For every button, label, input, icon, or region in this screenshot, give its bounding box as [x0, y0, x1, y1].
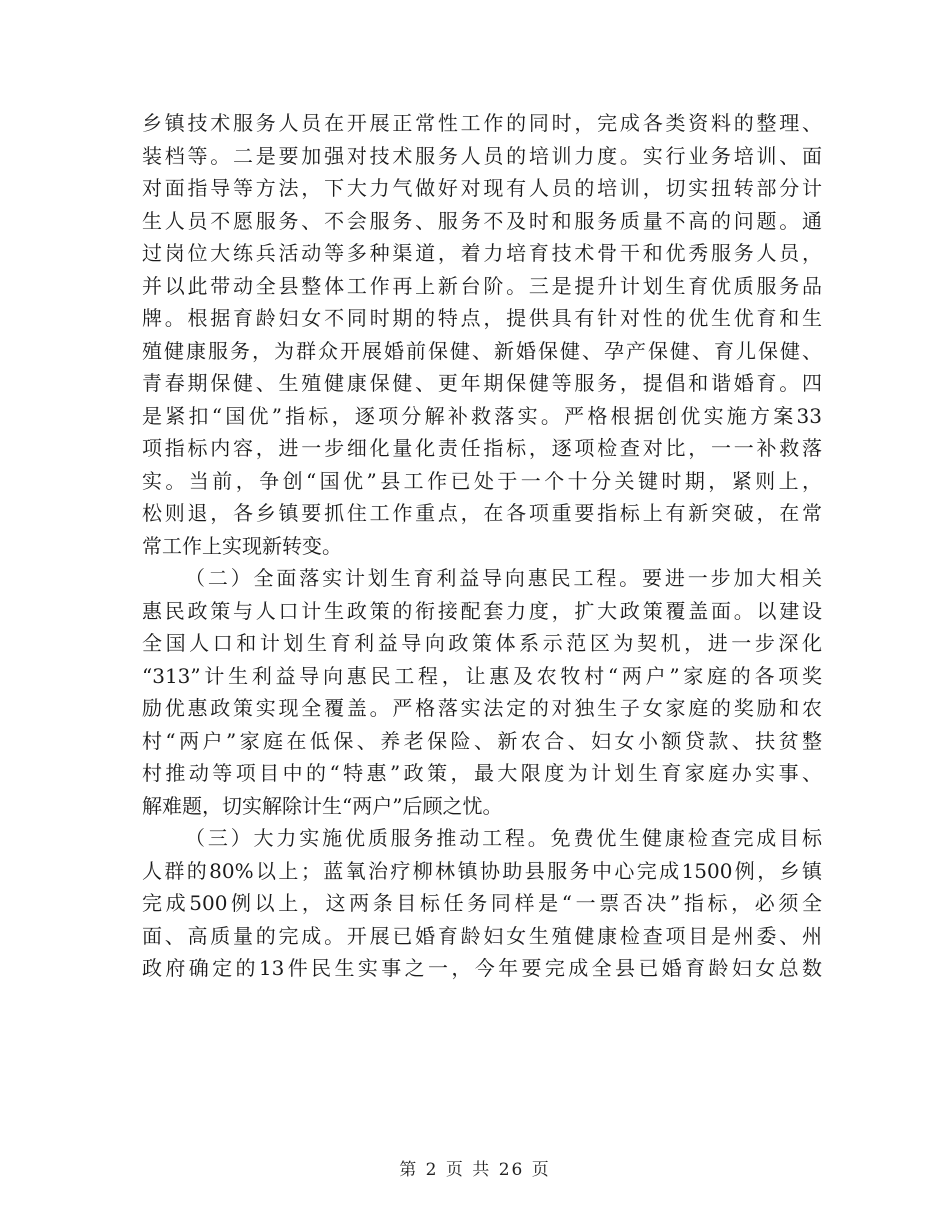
page-number-footer: 第 2 页 共 26 页 — [399, 1160, 551, 1180]
text-line: 村“两户”家庭在低保、养老保险、新农合、妇女小额贷款、扶贫整 — [142, 728, 822, 753]
text-line: 项指标内容，进一步细化量化责任指标，逐项检查对比，一一补救落 — [142, 436, 822, 460]
text-line: 解难题，切实解除计生“两户”后顾之忧。 — [142, 793, 503, 818]
text-line: 乡镇技术服务人员在开展正常性工作的同时，完成各类资料的整理、 — [142, 111, 822, 135]
document-body — [142, 107, 822, 985]
text-line: “313”计生利益导向惠民工程，让惠及农牧村“两户”家庭的各项奖 — [142, 663, 822, 688]
text-line: 青春期保健、生殖健康保健、更年期保健等服务，提倡和谐婚育。四 — [142, 371, 822, 395]
text-line: 松则退，各乡镇要抓住工作重点，在各项重要指标上有新突破，在常 — [142, 501, 822, 525]
paragraph-heading-line: （三）大力实施优质服务推动工程。免费优生健康检查完成目标 — [185, 826, 822, 850]
text-line: 对面指导等方法，下大力气做好对现有人员的培训，切实扭转部分计 — [142, 176, 822, 200]
text-line: 惠民政策与人口计生政策的衔接配套力度，扩大政策覆盖面。以建设 — [142, 598, 822, 623]
text-line: 殖健康服务，为群众开展婚前保健、新婚保健、孕产保健、育儿保健、 — [142, 338, 822, 363]
text-line: 政府确定的13件民生实事之一，今年要完成全县已婚育龄妇女总数 — [142, 956, 822, 980]
text-line: 面、高质量的完成。开展已婚育龄妇女生殖健康检查项目是州委、州 — [142, 923, 822, 948]
paragraph-heading-line: （二）全面落实计划生育利益导向惠民工程。要进一步加大相关 — [185, 566, 822, 590]
text-line: 过岗位大练兵活动等多种渠道，着力培育技术骨干和优秀服务人员， — [142, 241, 822, 265]
text-line: 牌。根据育龄妇女不同时期的特点，提供具有针对性的优生优育和生 — [142, 306, 822, 330]
text-line: 常工作上实现新转变。 — [142, 533, 342, 558]
text-line: 人群的80%以上；蓝氧治疗柳林镇协助县服务中心完成1500例，乡镇 — [142, 858, 822, 883]
text-line: 并以此带动全县整体工作再上新台阶。三是提升计划生育优质服务品 — [142, 273, 822, 298]
text-line: 实。当前，争创“国优”县工作已处于一个十分关键时期，紧则上， — [142, 468, 822, 493]
text-line: 生人员不愿服务、不会服务、服务不及时和服务质量不高的问题。通 — [142, 208, 822, 233]
text-line: 村推动等项目中的“特惠”政策，最大限度为计划生育家庭办实事、 — [142, 761, 822, 785]
text-line: 励优惠政策实现全覆盖。严格落实法定的对独生子女家庭的奖励和农 — [142, 696, 822, 720]
text-line: 是紧扣“国优”指标，逐项分解补救落实。严格根据创优实施方案33 — [142, 403, 822, 428]
text-line: 全国人口和计划生育利益导向政策体系示范区为契机，进一步深化 — [142, 631, 822, 655]
text-line: 完成500例以上，这两条目标任务同样是“一票否决”指标，必须全 — [142, 891, 822, 915]
text-line: 装档等。二是要加强对技术服务人员的培训力度。实行业务培训、面 — [142, 143, 822, 168]
